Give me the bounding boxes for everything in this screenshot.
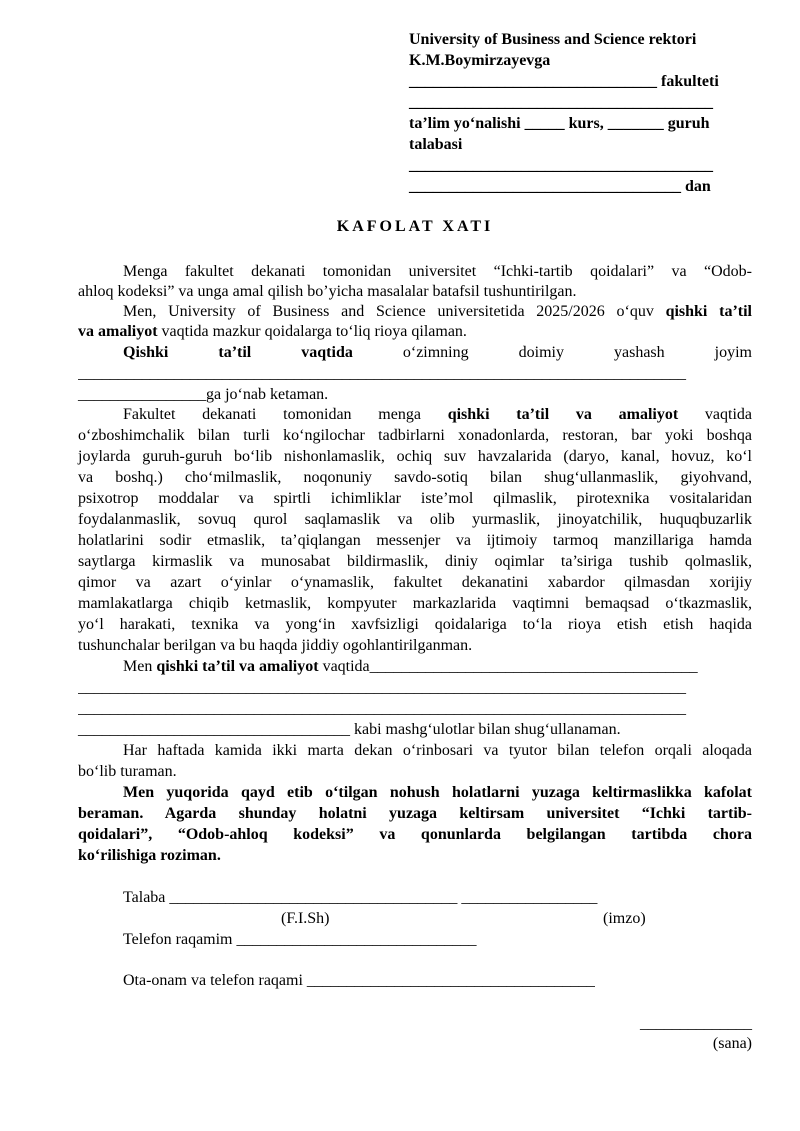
p1-line-1: Menga fakultet dekanati tomonidan universitet “Ichki-tartib qoidalari” va “Odob- [123, 263, 752, 280]
p6-line-2: bo‘lib turaman. [78, 763, 177, 780]
p4-line-10: mamlakatlarga chiqib ketmaslik, kompyuter markazlarida vaqtimni bemaqsad o‘tkazmaslik, [78, 595, 752, 612]
course-group-line: ta’lim yo‘nalishi _____ kurs, _______ guruh [409, 115, 710, 132]
p4-line-1-tail: vaqtida [678, 406, 753, 423]
p3-line-1-text: o‘zimning doimiy yashash joyim [352, 344, 752, 361]
p2-line-2 [78, 322, 752, 342]
p3-line-1-bold: Qishki ta’til vaqtida [123, 344, 353, 361]
p7-line-4: ko‘rilishiga roziman. [78, 847, 221, 864]
student-label-line: talabasi [409, 136, 463, 153]
sender-line: __________________________________ dan [409, 178, 711, 195]
p7-line-2: beraman. Agarda shunday holatni yuzaga keltirsam universitet “Ichki tartib- [78, 805, 752, 822]
p4-line-1-text: Fakultet dekanati tomonidan menga [123, 406, 448, 423]
p5-line-1 [123, 657, 752, 677]
p4-line-8: saytlarga kirmaslik va munosabat bildirmaslik, diniy oqimlar ta’siriga tushib qolmaslik, [78, 553, 752, 570]
imzo-label: (imzo) [603, 910, 646, 927]
p4-line-9: qimor va azart o‘yinlar o‘ynamaslik, fakultet dekanatini xabardor qilmasdan xorijiy [78, 574, 752, 591]
phone-line: Telefon raqamim ______________________________ [123, 931, 477, 948]
p4-line-3: joylarda guruh-guruh bo‘lib nishonlamaslik, ochiq suv havzalarida (daryo, kanal, hovuz, ko‘l [78, 448, 752, 465]
activities-blank-line-2: ____________________________________________________________________________ [78, 700, 686, 717]
p4-line-6: foydalanmaslik, sovuq qurol saqlamaslik va olib yurmaslik, jinoyatchilik, huquqbuzarlik [78, 511, 752, 528]
activities-blank-line-1: ____________________________________________________________________________ [78, 679, 686, 696]
p2-line-1-bold: qishki ta’til [665, 303, 752, 320]
p7-line-1: Men yuqorida qayd etib o‘tilgan nohush holatlarni yuzaga keltirmaslikka kafolat [123, 784, 752, 801]
p4-line-4: va boshq.) cho‘milmaslik, noqonuniy savdo-sotiq bilan shug‘ullanmaslik, giyohvand, [78, 469, 752, 486]
p2-line-1-text: Men, University of Business and Science universitetida 2025/2026 o‘quv [123, 303, 666, 320]
p4-line-2: o‘zboshimchalik bilan turli ko‘ngilochar tadbirlarni xonadonlarda, restoran, bar yoki boshqa [78, 427, 752, 444]
address-blank-line-2: ______________________________________ [409, 157, 713, 174]
p3-line-1 [123, 343, 752, 363]
addressee-line-1: University of Business and Science rektori [409, 31, 697, 48]
p2-line-2-text: vaqtida mazkur qoidalarga to‘liq rioya qilaman. [157, 323, 467, 340]
student-signature-line: Talaba ____________________________________ _________________ [123, 889, 598, 906]
p4-line-1 [123, 405, 752, 425]
parents-phone-line: Ota-onam va telefon raqami ____________________________________ [123, 972, 595, 989]
date-blank-line: ______________ [640, 1015, 752, 1032]
document-title: KAFOLAT XATI [336, 218, 494, 235]
p5-line-4: __________________________________ kabi mashg‘ulotlar bilan shug‘ullanaman. [78, 721, 621, 738]
p4-line-11: yo‘l harakati, texnika va yong‘in xavfsizligi qoidalariga to‘la rioya etish etish haqida [78, 616, 752, 633]
p5-line-1-bold: qishki ta’til va amaliyot [156, 658, 319, 675]
faculty-line: _______________________________ fakulteti [409, 73, 719, 90]
p5-line-1-tail: vaqtida_________________________________________ [318, 658, 698, 675]
p4-line-7: holatlarini sodir etmaslik, ta’qiqlangan messenjer va ijtimoiy tarmoq manzillariga hamda [78, 532, 752, 549]
p2-line-2-bold: va amaliyot [78, 323, 158, 340]
address-blank-line-1: ______________________________________ [409, 94, 713, 111]
p6-line-1: Har haftada kamida ikki marta dekan o‘rinbosari va tyutor bilan telefon orqali aloqada [123, 742, 752, 759]
p1-line-2: ahloq kodeksi” va unga amal qilish bo’yicha masalalar batafsil tushuntirilgan. [78, 283, 577, 300]
destination-blank-line: ____________________________________________________________________________ [78, 365, 686, 382]
p7-line-3: qoidalari”, “Odob-ahloq kodeksi” va qonunlarda belgilangan tartibda chora [78, 826, 752, 843]
p4-line-12: tushunchalar berilgan va bu haqda jiddiy ogohlantirilganman. [78, 637, 473, 654]
p4-line-5: psixotrop moddalar va spirtli ichimliklar iste’mol qilmaslik, pirotexnika vositalaridan [78, 490, 752, 507]
p5-line-1-text: Men [123, 658, 157, 675]
p2-line-1 [123, 302, 752, 322]
fish-label: (F.I.Sh) [281, 910, 330, 927]
addressee-line-2: K.M.Boymirzayevga [409, 52, 551, 69]
p4-line-1-bold: qishki ta’til va amaliyot [447, 406, 679, 423]
date-label: (sana) [712, 1035, 752, 1052]
p3-line-3: ________________ga jo‘nab ketaman. [78, 386, 329, 403]
